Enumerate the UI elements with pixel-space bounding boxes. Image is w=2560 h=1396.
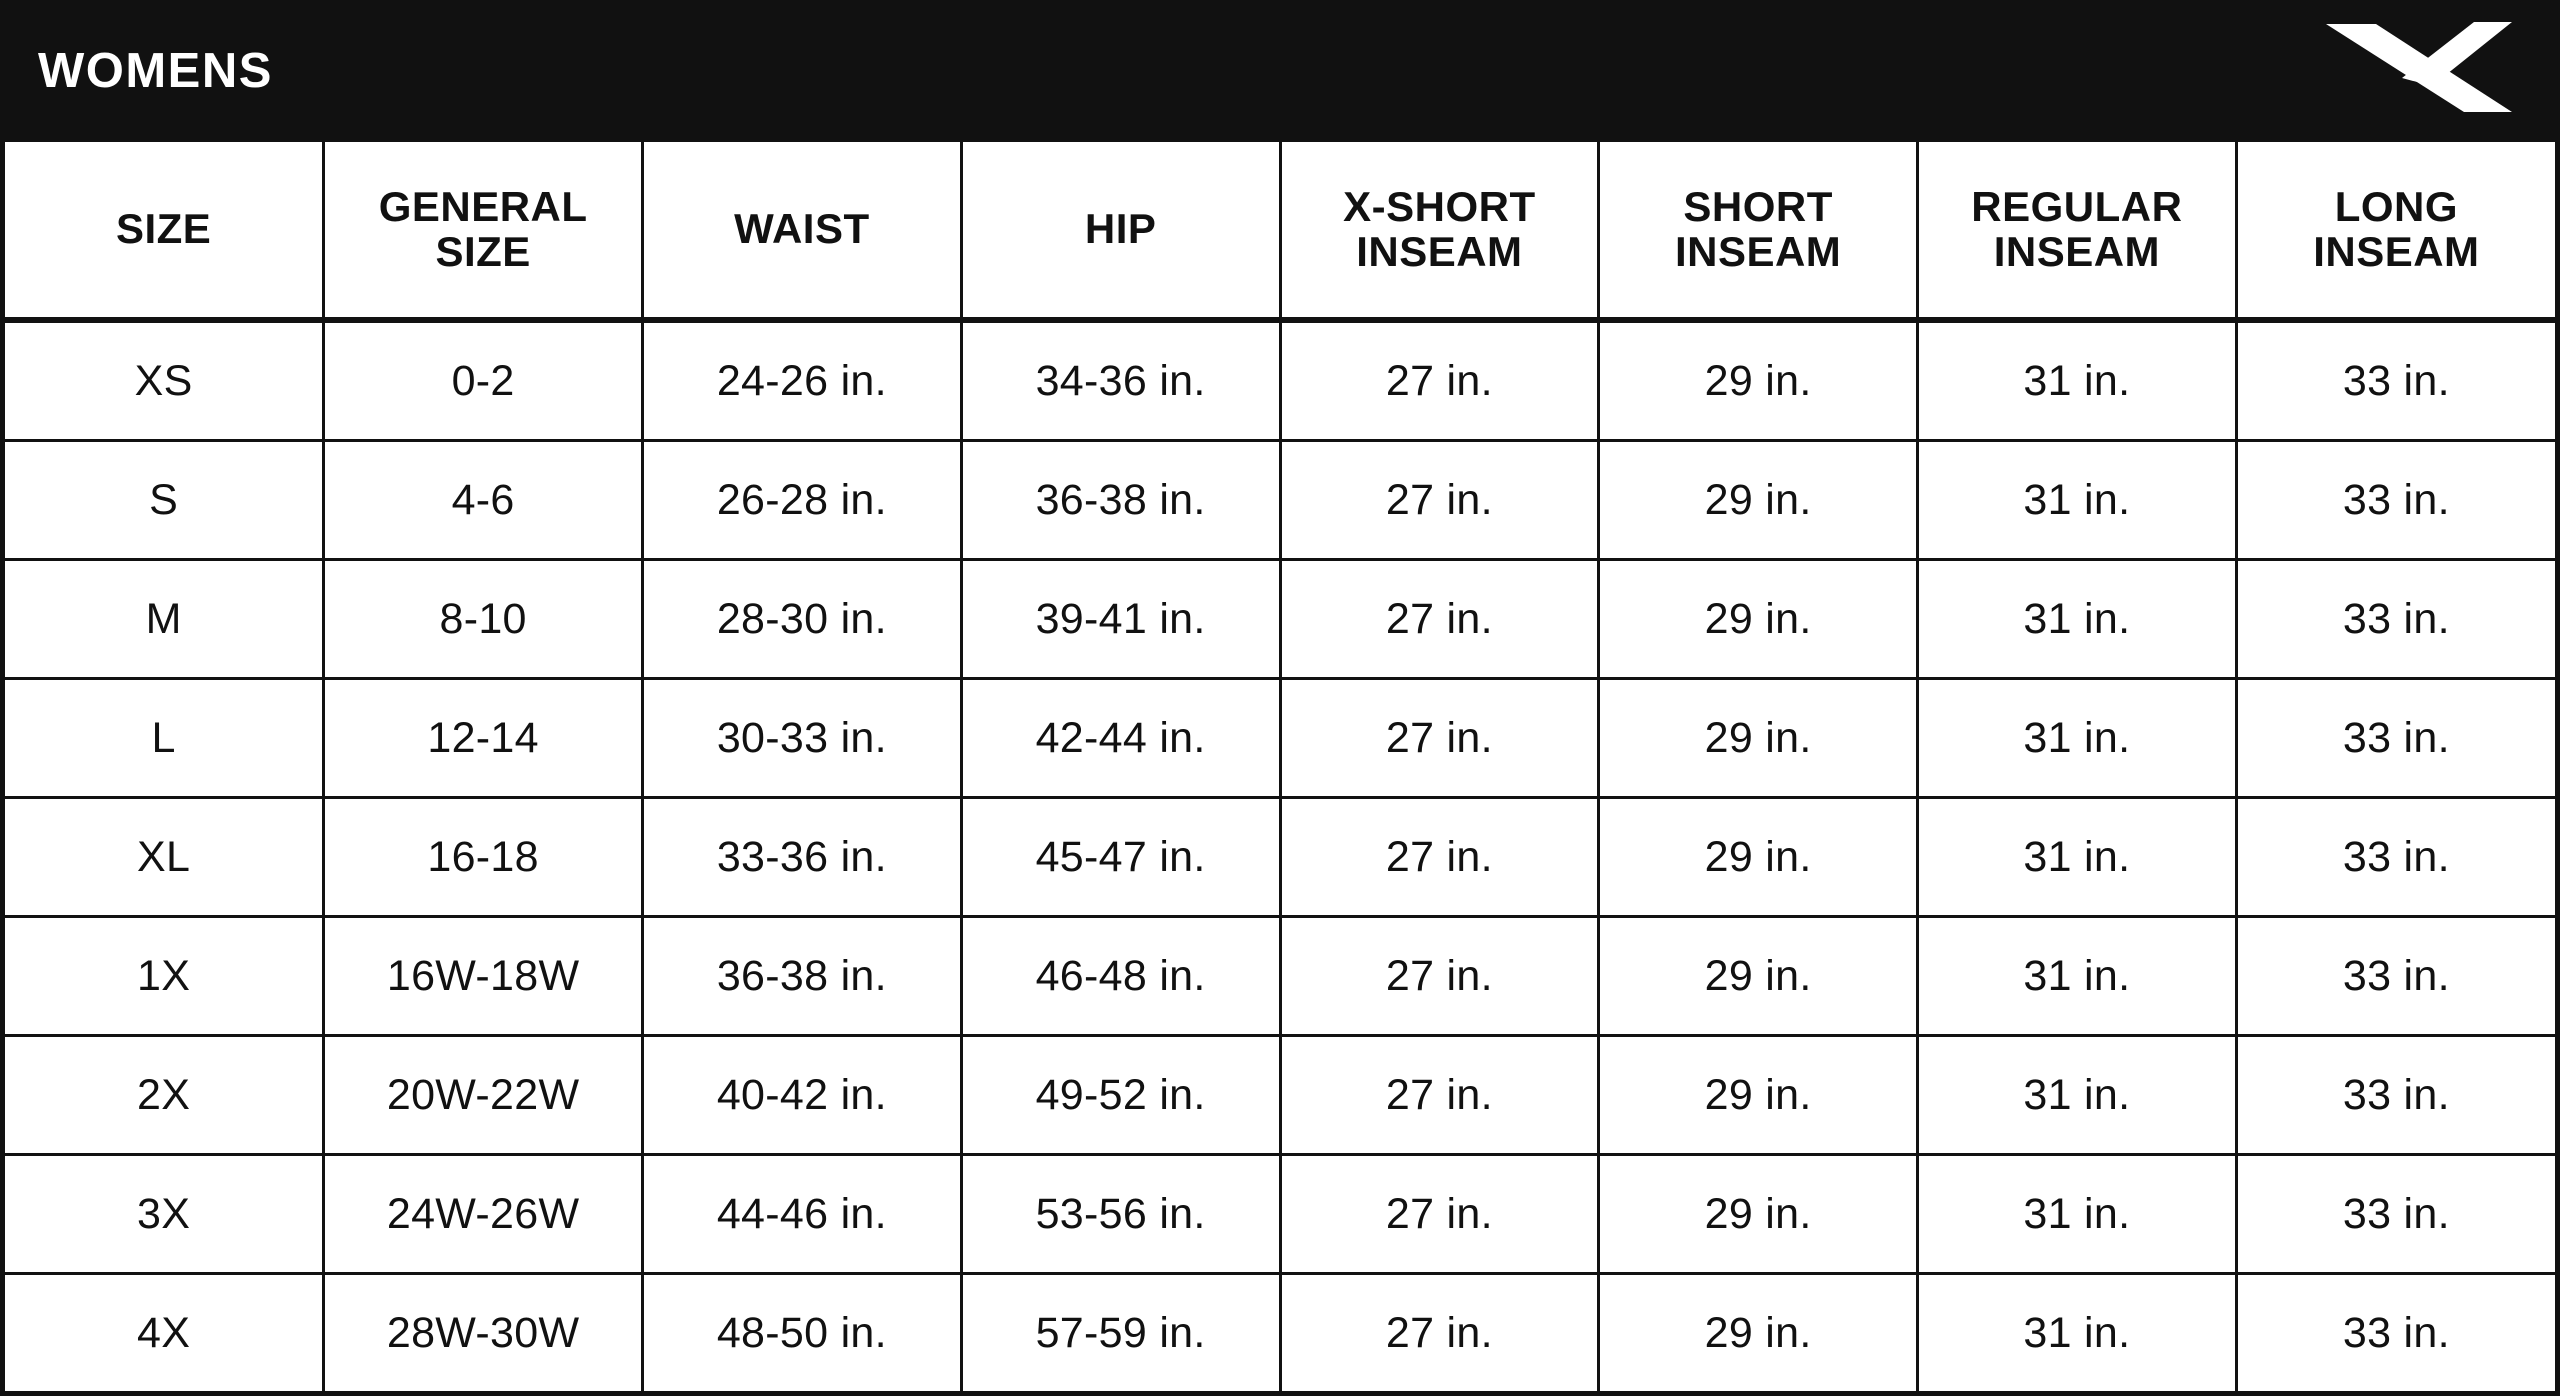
cell-xshort: 27 in. (1280, 1274, 1599, 1392)
cell-general: 20W-22W (324, 1036, 643, 1155)
cell-regular: 31 in. (1918, 441, 2237, 560)
column-header-hip (961, 142, 1280, 320)
column-header-long-inseam-line2: INSEAM (2313, 227, 2480, 275)
cell-size: 2X (5, 1036, 324, 1155)
column-header-regular-inseam (1918, 142, 2237, 320)
cell-waist: 33-36 in. (643, 798, 962, 917)
table-row (5, 560, 2555, 679)
cell-hip: 39-41 in. (961, 560, 1280, 679)
cell-short: 29 in. (1599, 560, 1918, 679)
cell-regular: 31 in. (1918, 1036, 2237, 1155)
cell-waist: 40-42 in. (643, 1036, 962, 1155)
cell-hip: 45-47 in. (961, 798, 1280, 917)
column-header-xshort-inseam-line1: X-SHORT (1343, 182, 1536, 230)
column-header-general-size (324, 142, 643, 320)
cell-size: 3X (5, 1155, 324, 1274)
cell-xshort: 27 in. (1280, 560, 1599, 679)
cell-hip: 53-56 in. (961, 1155, 1280, 1274)
table-row (5, 798, 2555, 917)
cell-long: 33 in. (2236, 917, 2555, 1036)
cell-short: 29 in. (1599, 1274, 1918, 1392)
size-table-container (0, 142, 2560, 1396)
column-header-short-inseam (1599, 142, 1918, 320)
cell-regular: 31 in. (1918, 917, 2237, 1036)
cell-xshort: 27 in. (1280, 1155, 1599, 1274)
cell-long: 33 in. (2236, 1155, 2555, 1274)
cell-short: 29 in. (1599, 679, 1918, 798)
table-row (5, 1155, 2555, 1274)
cell-waist: 26-28 in. (643, 441, 962, 560)
cell-short: 29 in. (1599, 441, 1918, 560)
cell-long: 33 in. (2236, 441, 2555, 560)
cell-short: 29 in. (1599, 320, 1918, 441)
cell-xshort: 27 in. (1280, 917, 1599, 1036)
cell-xshort: 27 in. (1280, 798, 1599, 917)
cell-waist: 44-46 in. (643, 1155, 962, 1274)
chart-header (0, 0, 2560, 142)
table-row (5, 441, 2555, 560)
column-header-size-line1: SIZE (115, 205, 212, 253)
cell-long: 33 in. (2236, 560, 2555, 679)
cell-long: 33 in. (2236, 320, 2555, 441)
column-header-xshort-inseam (1280, 142, 1599, 320)
column-header-regular-inseam-line1: REGULAR (1971, 182, 2183, 230)
cell-regular: 31 in. (1918, 798, 2237, 917)
cell-general: 4-6 (324, 441, 643, 560)
table-body (5, 320, 2555, 1391)
cell-waist: 48-50 in. (643, 1274, 962, 1392)
cell-short: 29 in. (1599, 917, 1918, 1036)
column-header-hip-line1: HIP (1084, 205, 1157, 253)
cell-xshort: 27 in. (1280, 1036, 1599, 1155)
cell-size: S (5, 441, 324, 560)
cell-size: M (5, 560, 324, 679)
cell-regular: 31 in. (1918, 320, 2237, 441)
column-header-waist (643, 142, 962, 320)
cell-general: 16W-18W (324, 917, 643, 1036)
cell-general: 16-18 (324, 798, 643, 917)
cell-regular: 31 in. (1918, 679, 2237, 798)
column-header-waist-line1: WAIST (734, 205, 870, 253)
cell-regular: 31 in. (1918, 1155, 2237, 1274)
table-row (5, 679, 2555, 798)
page-title: WOMENS (38, 43, 273, 98)
column-header-size (5, 142, 324, 320)
table-row (5, 917, 2555, 1036)
cell-xshort: 27 in. (1280, 320, 1599, 441)
cell-size: 1X (5, 917, 324, 1036)
cell-hip: 46-48 in. (961, 917, 1280, 1036)
cell-short: 29 in. (1599, 798, 1918, 917)
table-row (5, 1274, 2555, 1392)
brand-x-logo (2324, 16, 2514, 126)
cell-waist: 28-30 in. (643, 560, 962, 679)
cell-waist: 36-38 in. (643, 917, 962, 1036)
column-header-general-size-line1: GENERAL (378, 182, 588, 230)
cell-hip: 34-36 in. (961, 320, 1280, 441)
cell-xshort: 27 in. (1280, 679, 1599, 798)
cell-size: XL (5, 798, 324, 917)
cell-regular: 31 in. (1918, 560, 2237, 679)
column-header-xshort-inseam-line2: INSEAM (1356, 227, 1523, 275)
column-header-short-inseam-line2: INSEAM (1674, 227, 1842, 275)
cell-hip: 57-59 in. (961, 1274, 1280, 1392)
cell-waist: 30-33 in. (643, 679, 962, 798)
cell-long: 33 in. (2236, 679, 2555, 798)
cell-general: 8-10 (324, 560, 643, 679)
cell-hip: 42-44 in. (961, 679, 1280, 798)
column-header-long-inseam (2236, 142, 2555, 320)
column-header-general-size-line2: SIZE (435, 227, 531, 275)
cell-long: 33 in. (2236, 1274, 2555, 1392)
column-header-regular-inseam-line2: INSEAM (1993, 227, 2161, 275)
table-row (5, 1036, 2555, 1155)
cell-xshort: 27 in. (1280, 441, 1599, 560)
table-header-row (5, 142, 2555, 320)
cell-hip: 36-38 in. (961, 441, 1280, 560)
cell-long: 33 in. (2236, 1036, 2555, 1155)
cell-size: L (5, 679, 324, 798)
cell-general: 28W-30W (324, 1274, 643, 1392)
column-header-short-inseam-line1: SHORT (1683, 182, 1833, 230)
cell-hip: 49-52 in. (961, 1036, 1280, 1155)
table-header-row-group (5, 142, 2555, 320)
cell-short: 29 in. (1599, 1036, 1918, 1155)
cell-size: XS (5, 320, 324, 441)
cell-waist: 24-26 in. (643, 320, 962, 441)
size-table (5, 142, 2555, 1391)
table-row (5, 320, 2555, 441)
cell-general: 24W-26W (324, 1155, 643, 1274)
cell-general: 12-14 (324, 679, 643, 798)
cell-regular: 31 in. (1918, 1274, 2237, 1392)
cell-size: 4X (5, 1274, 324, 1392)
column-header-long-inseam-line1: LONG (2334, 182, 2459, 230)
cell-short: 29 in. (1599, 1155, 1918, 1274)
cell-general: 0-2 (324, 320, 643, 441)
cell-long: 33 in. (2236, 798, 2555, 917)
